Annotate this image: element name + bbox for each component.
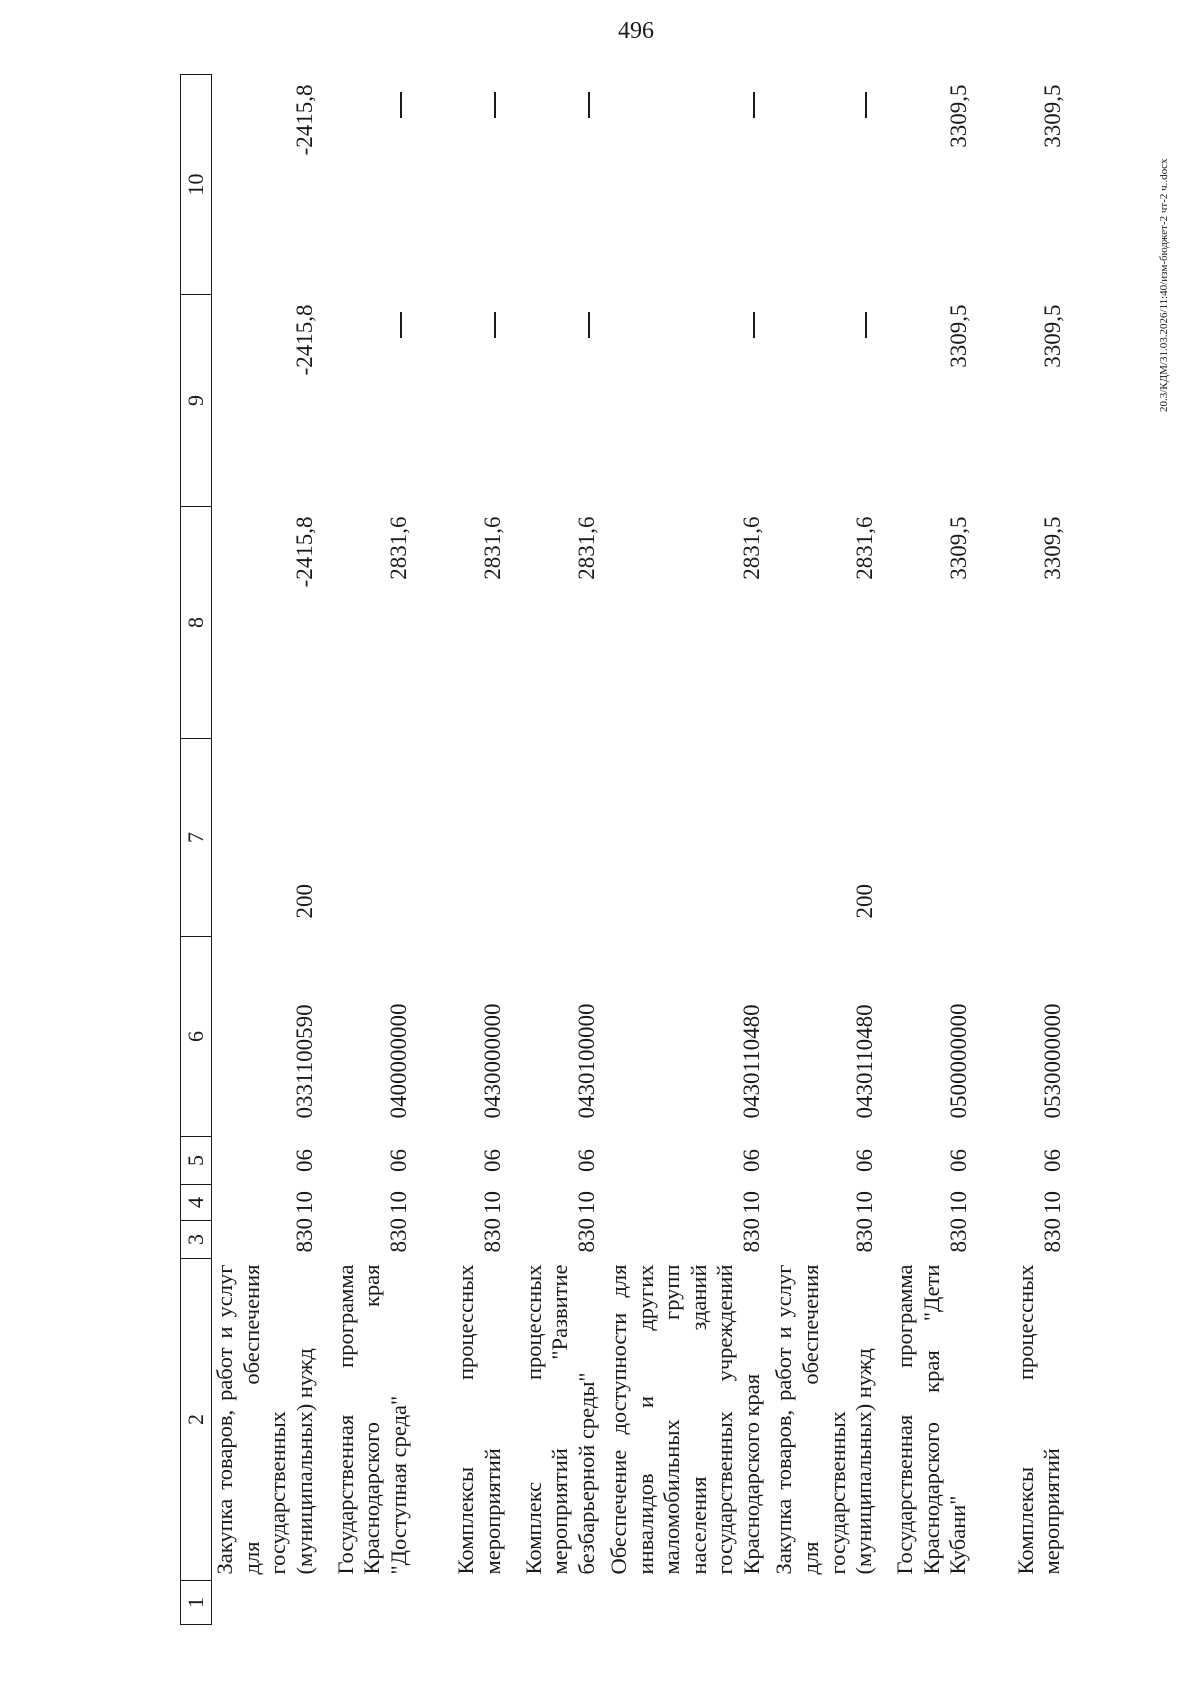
column-header: 10 [181,75,212,295]
row-cell-c6: 0430000000 [480,1003,506,1119]
row-cell-c10 [771,75,883,295]
row-cell-c5: 06 [739,1149,765,1172]
row-cell-c7 [512,739,606,937]
page-number: 496 [618,18,654,44]
row-cell-c6: 0400000000 [386,1003,412,1119]
row-cell-c3: 830 [945,1218,971,1253]
row-cell-c10 [512,75,606,295]
column-header: 6 [181,937,212,1137]
row-cell-c9 [606,295,771,507]
row-name-cell: Государственная программа Краснодарского края "Дети Кубани" [892,1264,971,1575]
column-header: 1 [181,1581,212,1625]
row-cell-c9 [512,295,606,507]
row-cell-col1 [212,1581,325,1625]
row-cell-c3: 830 [739,1218,765,1253]
row-cell-col1 [512,1581,606,1625]
row-cell-c8: 3309,5 [945,516,971,580]
row-cell-c6: 0430110480 [851,1004,877,1119]
row-cell-c4: 10 [739,1191,765,1214]
dash-mark [400,93,402,119]
row-cell-c3: 830 [480,1218,506,1253]
row-cell-c8: 2831,6 [386,516,412,580]
column-header: 5 [181,1137,212,1185]
row-cell-c3: 830 [292,1218,318,1253]
row-cell-c7: 200 [851,884,877,919]
row-name-cell: Комплексы процессных мероприятий [453,1264,505,1575]
row-cell-c9 [324,295,418,507]
row-cell-c9: 3309,5 [945,304,971,368]
row-cell-c4: 10 [480,1191,506,1214]
row-cell-c10 [324,75,418,295]
row-cell-c9: -2415,8 [292,304,318,376]
row-name-cell: Государственная программа Краснодарского края "Доступная среда" [332,1264,411,1575]
row-cell-c10: -2415,8 [292,84,318,156]
rotated-table-container [180,75,1100,1625]
row-cell-c7: 200 [292,884,318,919]
table-row [884,75,978,1625]
row-cell-c10: 3309,5 [1039,84,1065,148]
column-header: 4 [181,1185,212,1221]
row-name-cell: Закупка товаров, работ и услуг для обеспечения государственных (муниципальных) нужд [212,1264,317,1575]
row-name-cell: Комплексы процессных мероприятий [1012,1264,1065,1575]
row-cell-c4: 10 [945,1191,971,1214]
row-cell-c5: 06 [945,1149,971,1172]
dash-mark [865,93,867,119]
table-row [212,75,325,1625]
dash-mark [494,93,496,119]
row-cell-c6: 0530000000 [1039,1003,1065,1119]
row-cell-c9: 3309,5 [1039,304,1065,368]
row-cell-col1 [324,1581,418,1625]
table-header-row [181,75,212,1625]
row-cell-c9 [418,295,512,507]
row-cell-c5: 06 [851,1149,877,1172]
table-row [771,75,883,1625]
column-header: 2 [181,1259,212,1581]
row-cell-c3: 830 [574,1218,600,1253]
row-cell-c8: 2831,6 [480,516,506,580]
row-cell-c4: 10 [1039,1191,1065,1214]
row-cell-c7 [884,739,978,937]
row-cell-c6: 0430100000 [574,1003,600,1119]
row-cell-c7 [606,739,771,937]
row-cell-c4: 10 [574,1191,600,1214]
row-cell-c4: 10 [292,1191,318,1214]
row-cell-c5: 06 [574,1149,600,1172]
row-cell-c5: 06 [1039,1149,1065,1172]
row-cell-c8: 2831,6 [739,516,765,580]
column-header: 7 [181,739,212,937]
row-cell-c10 [606,75,771,295]
table-row [324,75,418,1625]
dash-mark [753,313,755,339]
row-cell-col1 [978,1581,1072,1625]
row-cell-c7 [324,739,418,937]
table-row [512,75,606,1625]
row-name-cell: Комплекс процессных мероприятий "Развитие безбарьерной среды" [520,1264,599,1575]
row-name-cell: Закупка товаров, работ и услуг для обеспечения государственных (муниципальных) нужд [771,1264,877,1575]
row-cell-c3: 830 [1039,1218,1065,1253]
row-cell-c6: 0331100590 [292,1004,318,1119]
row-cell-c6: 0430110480 [739,1004,765,1119]
dash-mark [400,313,402,339]
row-cell-c8: 2831,6 [574,516,600,580]
row-cell-c3: 830 [386,1218,412,1253]
footer-file-path: 20.3/КДМ/31.03.2026/11:40/изм-бюджет-2 чт-2 ч..docx [1158,158,1170,412]
row-cell-c4: 10 [851,1191,877,1214]
dash-mark [588,313,590,339]
row-cell-col1 [884,1581,978,1625]
budget-table [180,74,1072,1625]
row-cell-c7 [978,739,1072,937]
row-cell-c6: 0500000000 [945,1003,971,1119]
row-cell-c4: 10 [386,1191,412,1214]
row-cell-c3: 830 [851,1218,877,1253]
dash-mark [494,313,496,339]
table-row [978,75,1072,1625]
row-cell-c8: 2831,6 [851,516,877,580]
row-cell-c8: 3309,5 [1039,516,1065,580]
column-header: 8 [181,507,212,739]
row-cell-c5: 06 [292,1149,318,1172]
row-name-cell: Обеспечение доступности для инвалидов и других маломобильных групп населения зданий государственных учреждений Краснодарского края [606,1264,764,1575]
table-row [418,75,512,1625]
column-header: 3 [181,1221,212,1259]
row-cell-c10: 3309,5 [945,84,971,148]
row-cell-col1 [418,1581,512,1625]
dash-mark [865,313,867,339]
row-cell-col1 [606,1581,771,1625]
table-row [606,75,771,1625]
row-cell-c9 [771,295,883,507]
column-header: 9 [181,295,212,507]
row-cell-c5: 06 [480,1149,506,1172]
row-cell-col1 [771,1581,883,1625]
dash-mark [588,93,590,119]
row-cell-c8: -2415,8 [292,516,318,588]
row-cell-c7 [418,739,512,937]
row-cell-c5: 06 [386,1149,412,1172]
row-cell-c10 [418,75,512,295]
dash-mark [753,93,755,119]
